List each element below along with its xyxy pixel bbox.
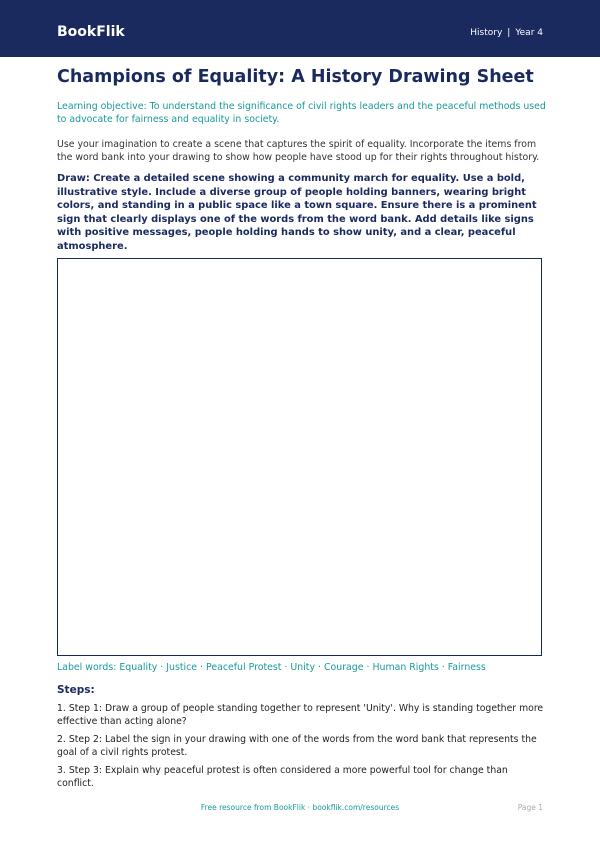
steps-list: [57, 702, 547, 795]
word-bank: Label words: Equality · Justice · Peaceful Protest · Unity · Courage · Human Rights · Fairness: [57, 662, 486, 673]
page-number: Page 1: [517, 803, 543, 812]
learning-objective: Learning objective: To understand the significance of civil rights leaders and the peaceful methods used to advocate for fairness and equality in society.: [57, 101, 546, 125]
header-bar: [0, 0, 600, 57]
footer-link[interactable]: Free resource from BookFlik · bookflik.com/resources: [200, 803, 400, 812]
header-meta: [470, 27, 543, 39]
year-label: Year 4: [515, 28, 543, 38]
draw-prompt: Draw: Create a detailed scene showing a community march for equality. Use a bold, illustrative style. Include a diverse group of people holding banners, wearing bright colors, and standing in a public space like a town square. Ensure there is a prominent sign that clearly displays one of the words from the word bank. Add details like signs with positive messages, people holding hands to show unity, and a clear, peaceful atmosphere.: [57, 173, 537, 252]
header-separator: |: [507, 28, 511, 38]
step-item: 3. Step 3: Explain why peaceful protest is often considered a more powerful tool for change than conflict.: [57, 765, 508, 790]
step-item: 2. Step 2: Label the sign in your drawing with one of the words from the word bank that represents the goal of a civil rights protest.: [57, 734, 537, 759]
steps-heading: Steps:: [57, 684, 95, 696]
drawing-area[interactable]: [57, 258, 542, 656]
intro-text: Use your imagination to create a scene that captures the spirit of equality. Incorporate the items from the word bank into your drawing to show how people have stood up for their rights throughout history.: [57, 139, 540, 163]
step-item: 1. Step 1: Draw a group of people standing together to represent 'Unity'. Why is standing together more effective than acting alone?: [57, 703, 544, 728]
brand-logo[interactable]: BookFlik: [57, 24, 125, 40]
page-title: Champions of Equality: A History Drawing Sheet: [57, 67, 534, 87]
subject-label: History: [470, 28, 503, 38]
